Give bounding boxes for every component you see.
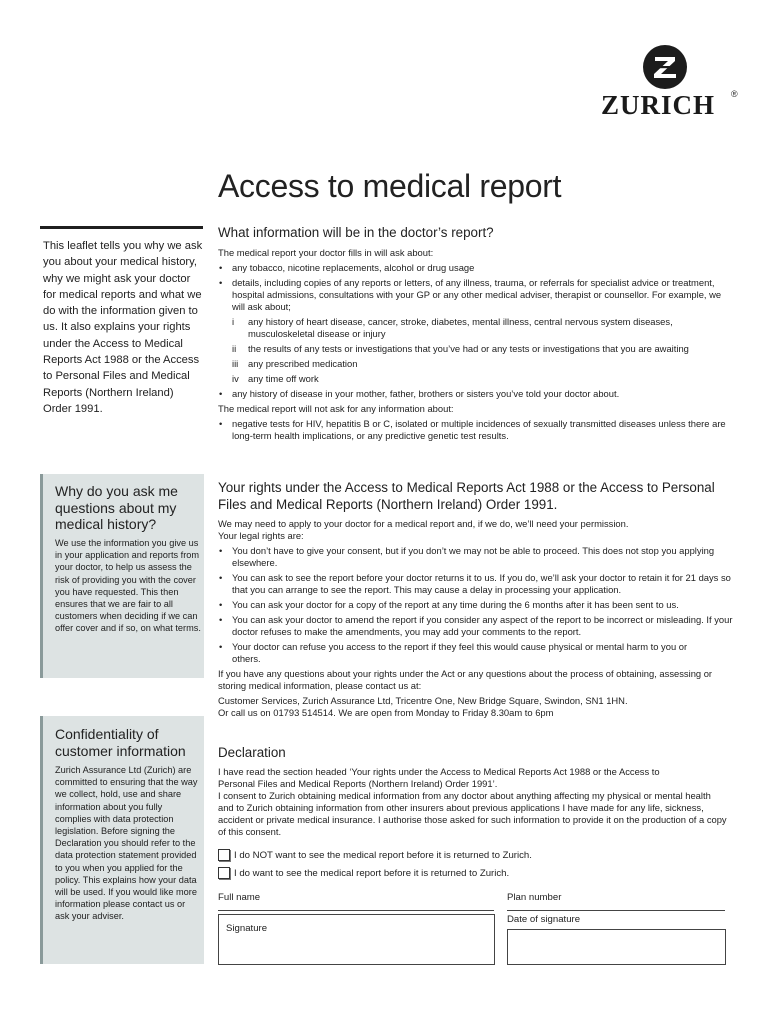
panel-accent-stripe: [40, 716, 43, 964]
checkbox-icon[interactable]: [218, 849, 230, 861]
sub-item-number: i: [232, 316, 235, 327]
option-no-see-report[interactable]: [218, 849, 532, 861]
declaration-read: I have read the section headed ‘Your rights under the Access to Medical Reports Act 1988 or the Access to Personal Files and Medical Reports (Northern Ireland) Order 1991’.: [218, 766, 660, 789]
declaration-consent: I consent to Zurich obtaining medical information from any doctor about anything affecting my physical or mental health and to Zurich obtaining information from other insurers about previous applications I have made for any life, sickness, accident or private medical insurance. I authorise those asked for such information to provide it on the production of a copy of this consent.: [218, 790, 727, 837]
plan-number-field[interactable]: [507, 910, 725, 911]
rights-intro: Your legal rights are:: [218, 530, 304, 541]
why-ask-heading: Why do you ask me questions about my medical history?: [55, 483, 178, 532]
postal-address: Customer Services, Zurich Assurance Ltd, Tricentre One, New Bridge Square, Swindon, SN1 1HN.: [218, 695, 628, 706]
option-see-report[interactable]: [218, 867, 509, 879]
rights-lead: We may need to apply to your doctor for a medical report and, if we do, we’ll need your permission.: [218, 518, 629, 529]
list-item: • negative tests for HIV, hepatitis B or C, isolated or multiple incidences of sexually transmitted diseases unless there are long-term health implications, or any predictive genetic test results.: [218, 418, 738, 442]
date-of-signature-label: Date of signature: [507, 914, 581, 925]
option-label: I do NOT want to see the medical report before it is returned to Zurich.: [234, 849, 532, 861]
full-name-label: Full name: [218, 892, 261, 903]
list-item: • any tobacco, nicotine replacements, alcohol or drug usage: [218, 262, 738, 274]
checkbox-icon[interactable]: [218, 867, 230, 879]
brand-name: ZURICH: [601, 90, 716, 120]
why-ask-panel: [40, 474, 204, 678]
not-asked-lead: The medical report will not ask for any information about:: [218, 403, 454, 414]
contact-text: If you have any questions about your rights under the Act or any questions about the process of obtaining, assessing or storing medical information, please contact us at:: [218, 668, 713, 691]
sub-item-text: the results of any tests or investigations that you’ve had or any tests or investigations that you are awaiting: [248, 343, 689, 354]
list-item: • You don’t have to give your consent, but if you don’t we may not be able to proceed. This does not stop you applying elsewhere.: [218, 545, 738, 569]
full-name-field[interactable]: [218, 910, 494, 911]
sub-item-number: iii: [232, 358, 239, 369]
list-item: • details, including copies of any reports or letters, of any illness, trauma, or referrals for specialist advice or treatment, hospital admissions, consultations with your GP or any other medical adviser, therapist or counsellor. For example, we will ask about;: [218, 277, 738, 313]
date-of-signature-field[interactable]: [507, 929, 726, 965]
zurich-logo-icon: [642, 44, 688, 90]
list-item: • Your doctor can refuse you access to the report if they feel this would cause physical or mental harm to you or others.: [218, 641, 738, 665]
declaration-section: [218, 744, 738, 838]
confidentiality-body: Zurich Assurance Ltd (Zurich) are committed to ensuring that the way we collect, hold, use and share information about you fully complies with data protection legislation. Before signing the Declaration you should refer to the data protection statement provided to you when you applied for the policy. This explains how your data will be used. If you would like more information please contact us or ask your adviser.: [55, 765, 198, 922]
list-item: • You can ask your doctor to amend the report if you consider any aspect of the report to be incorrect or misleading. If your doctor refuses to make the amendments, you may add your comments to the report.: [218, 614, 738, 638]
signature-label: Signature: [226, 923, 268, 934]
sub-item-text: any prescribed medication: [248, 358, 358, 369]
report-contents-section: [218, 224, 738, 442]
list-item: • You can ask to see the report before your doctor returns it to us. If you do, we’ll ask your doctor to retain it for 21 days so that you can arrange to see the report. This may cause a delay in processing your application.: [218, 572, 738, 596]
sub-item-text: any time off work: [248, 373, 319, 384]
confidentiality-heading: Confidentiality of customer information: [55, 726, 186, 759]
confidentiality-panel: [40, 716, 204, 964]
report-contents-heading: What information will be in the doctor’s report?: [218, 225, 494, 240]
plan-number-label: Plan number: [507, 892, 562, 903]
page-title: Access to medical report: [218, 168, 562, 204]
sub-list-item: [218, 316, 738, 340]
report-lead: The medical report your doctor fills in will ask about:: [218, 247, 434, 258]
phone-hours: Or call us on 01793 514514. We are open from Monday to Friday 8.30am to 6pm: [218, 707, 554, 718]
sub-item-text: any history of heart disease, cancer, stroke, diabetes, mental illness, central nervous system diseases, musculoskeletal disease or injury: [248, 316, 673, 339]
sub-list-item: [218, 358, 738, 370]
legal-rights-section: [218, 479, 738, 719]
sub-list-item: [218, 343, 738, 355]
list-item: • You can ask your doctor for a copy of the report at any time during the 6 months after it has been sent to us.: [218, 599, 738, 611]
registered-mark: ®: [731, 89, 738, 99]
sub-list-item: [218, 373, 738, 385]
signature-box[interactable]: [218, 914, 495, 965]
why-ask-body: We use the information you give us in your application and reports from your doctor, to help us assess the risk of providing you with the cover you have requested. This then ensures that we are fair to all customers when deciding if we can offer cover and if so, on what terms.: [55, 538, 201, 634]
declaration-heading: Declaration: [218, 745, 286, 760]
list-item: • any history of disease in your mother, father, brothers or sisters you’ve told your doctor about.: [218, 388, 738, 400]
panel-accent-stripe: [40, 474, 43, 678]
sub-item-number: ii: [232, 343, 237, 354]
sub-item-number: iv: [232, 373, 239, 384]
intro-divider: [40, 226, 203, 229]
option-label: I do want to see the medical report before it is returned to Zurich.: [234, 867, 510, 879]
intro-text: This leaflet tells you why we ask you about your medical history, why we might ask your doctor for medical reports and what we do with the information given to us. It also explains your rights under the Access to Medical Reports Act 1988 or the Access to Personal Files and Medical Reports (Northern Ireland) Order 1991.: [43, 240, 203, 415]
legal-rights-heading: Your rights under the Access to Medical Reports Act 1988 or the Access to Personal Files and Medical Reports (Northern Ireland) Order 1991.: [218, 480, 715, 512]
